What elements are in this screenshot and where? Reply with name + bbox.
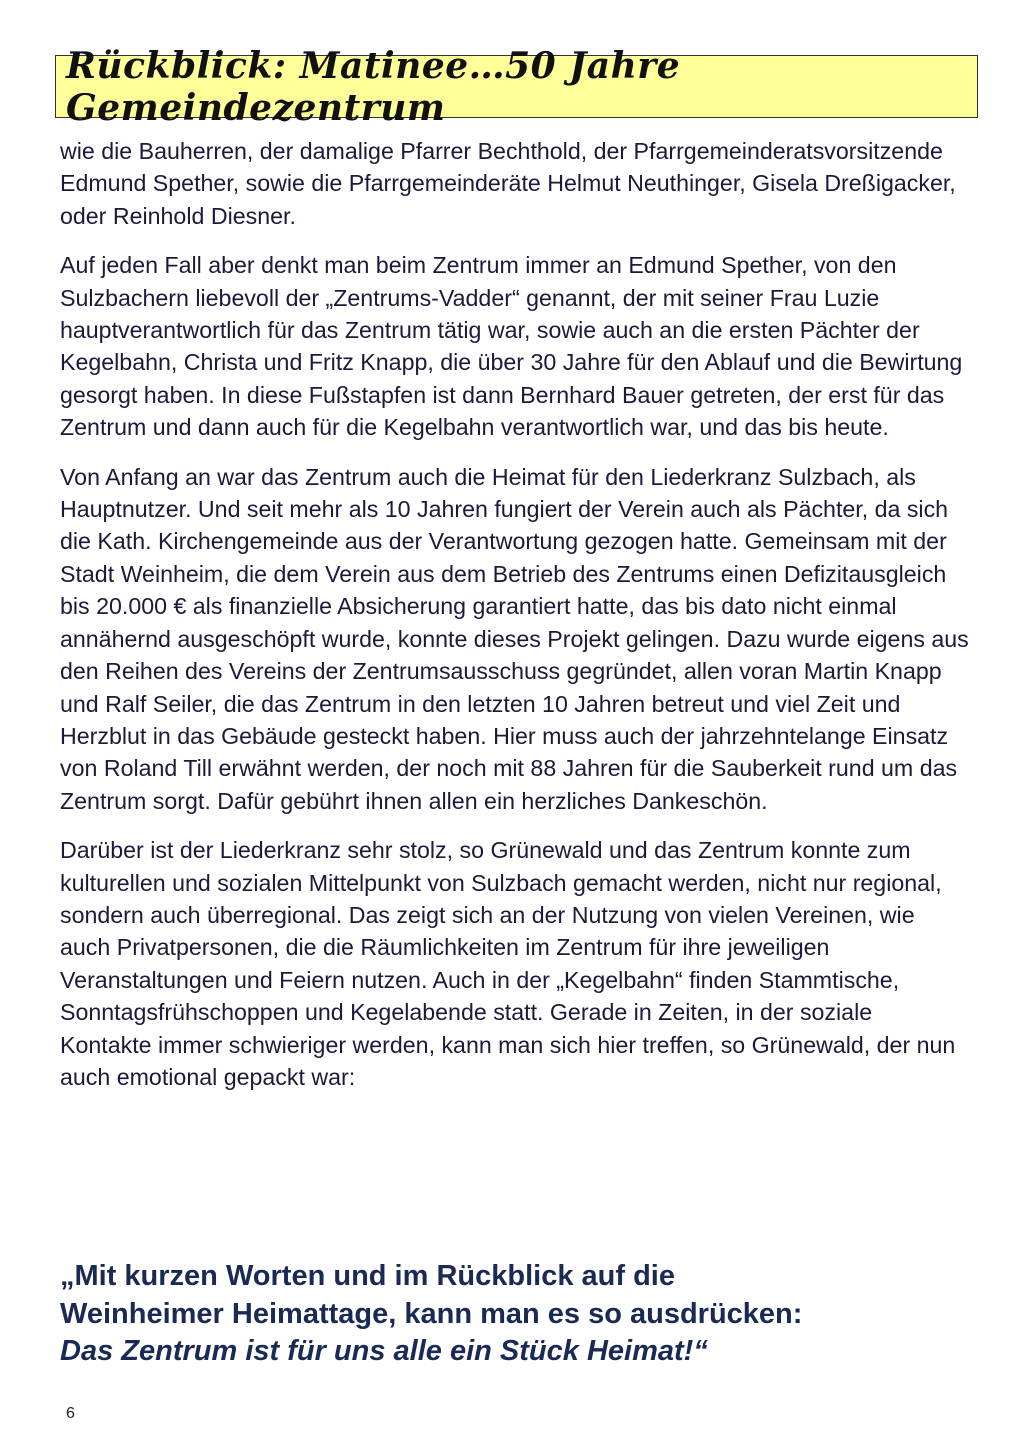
quote-line: Weinheimer Heimattage, kann man es so ausdrücken: (60, 1297, 803, 1330)
closing-quote (60, 1258, 980, 1371)
article-body (60, 135, 970, 1110)
quote-line: „Mit kurzen Worten und im Rückblick auf die (60, 1260, 675, 1292)
paragraph: Auf jeden Fall aber denkt man beim Zentrum immer an Edmund Spether, von den Sulzbachern liebevoll der „Zentrums-Vadder“ genannt, der mit seiner Frau Luzie hauptverantwortlich für das Zentrum tätig war, sowie auch an die ersten Pächter der Kegelbahn, Christa und Fritz Knapp, die über 30 Jahre für den Ablauf und die Bewirtung gesorgt haben. In diese Fußstapfen ist dann Bernhard Bauer getreten, der erst für das Zentrum und dann auch für die Kegelbahn verantwortlich war, und das bis heute. (60, 252, 963, 441)
paragraph: Darüber ist der Liederkranz sehr stolz, so Grünewald und das Zentrum konnte zum kulturellen und sozialen Mittelpunkt von Sulzbach gemacht werden, nicht nur regional, sondern auch überregional. Das zeigt sich an der Nutzung von vielen Vereinen, wie auch Privatpersonen, die die Räumlichkeiten im Zentrum für ihre jeweiligen Veranstaltungen und Feiern nutzen. Auch in der „Kegelbahn“ finden Stammtische, Sonntagsfrühschoppen und Kegelabende statt. Gerade in Zeiten, in der soziale Kontakte immer schwieriger werden, kann man sich hier treffen, so Grünewald, der nun auch emotional gepackt war: (60, 837, 956, 1090)
page-title: Rückblick: Matinee…50 Jahre Gemeindezentrum (66, 44, 681, 129)
page-number: 6 (66, 1405, 75, 1422)
paragraph: Von Anfang an war das Zentrum auch die Heimat für den Liederkranz Sulzbach, als Hauptnutzer. Und seit mehr als 10 Jahren fungiert der Verein auch als Pächter, da sich die Kath. Kirchengemeinde aus der Verantwortung gezogen hatte. Gemeinsam mit der Stadt Weinheim, die dem Verein aus dem Betrieb des Zentrums einen Defizitausgleich bis 20.000 € als finanzielle Absicherung garantiert hatte, das bis dato nicht einmal annähernd ausgeschöpft wurde, konnte dieses Projekt gelingen. Dazu wurde eigens aus den Reihen des Vereins der Zentrumsausschuss gegründet, allen voran Martin Knapp und Ralf Seiler, die das Zentrum in den letzten 10 Jahren betreut und viel Zeit und Herzblut in das Gebäude gesteckt haben. Hier muss auch der jahrzehntelange Einsatz von Roland Till erwähnt werden, der noch mit 88 Jahren für die Sauberkeit rund um das Zentrum sorgt. Dafür gebührt ihnen allen ein herzliches Dankeschön. (60, 463, 969, 814)
quote-line-italic: Das Zentrum ist für uns alle ein Stück Heimat!“ (60, 1335, 708, 1367)
title-banner (55, 44, 978, 129)
paragraph: wie die Bauherren, der damalige Pfarrer Bechthold, der Pfarrgemeinderatsvorsitzende Edmund Spether, sowie die Pfarrgemeinderäte Helmut Neuthinger, Gisela Dreßigacker, oder Reinhold Diesner. (60, 138, 956, 229)
